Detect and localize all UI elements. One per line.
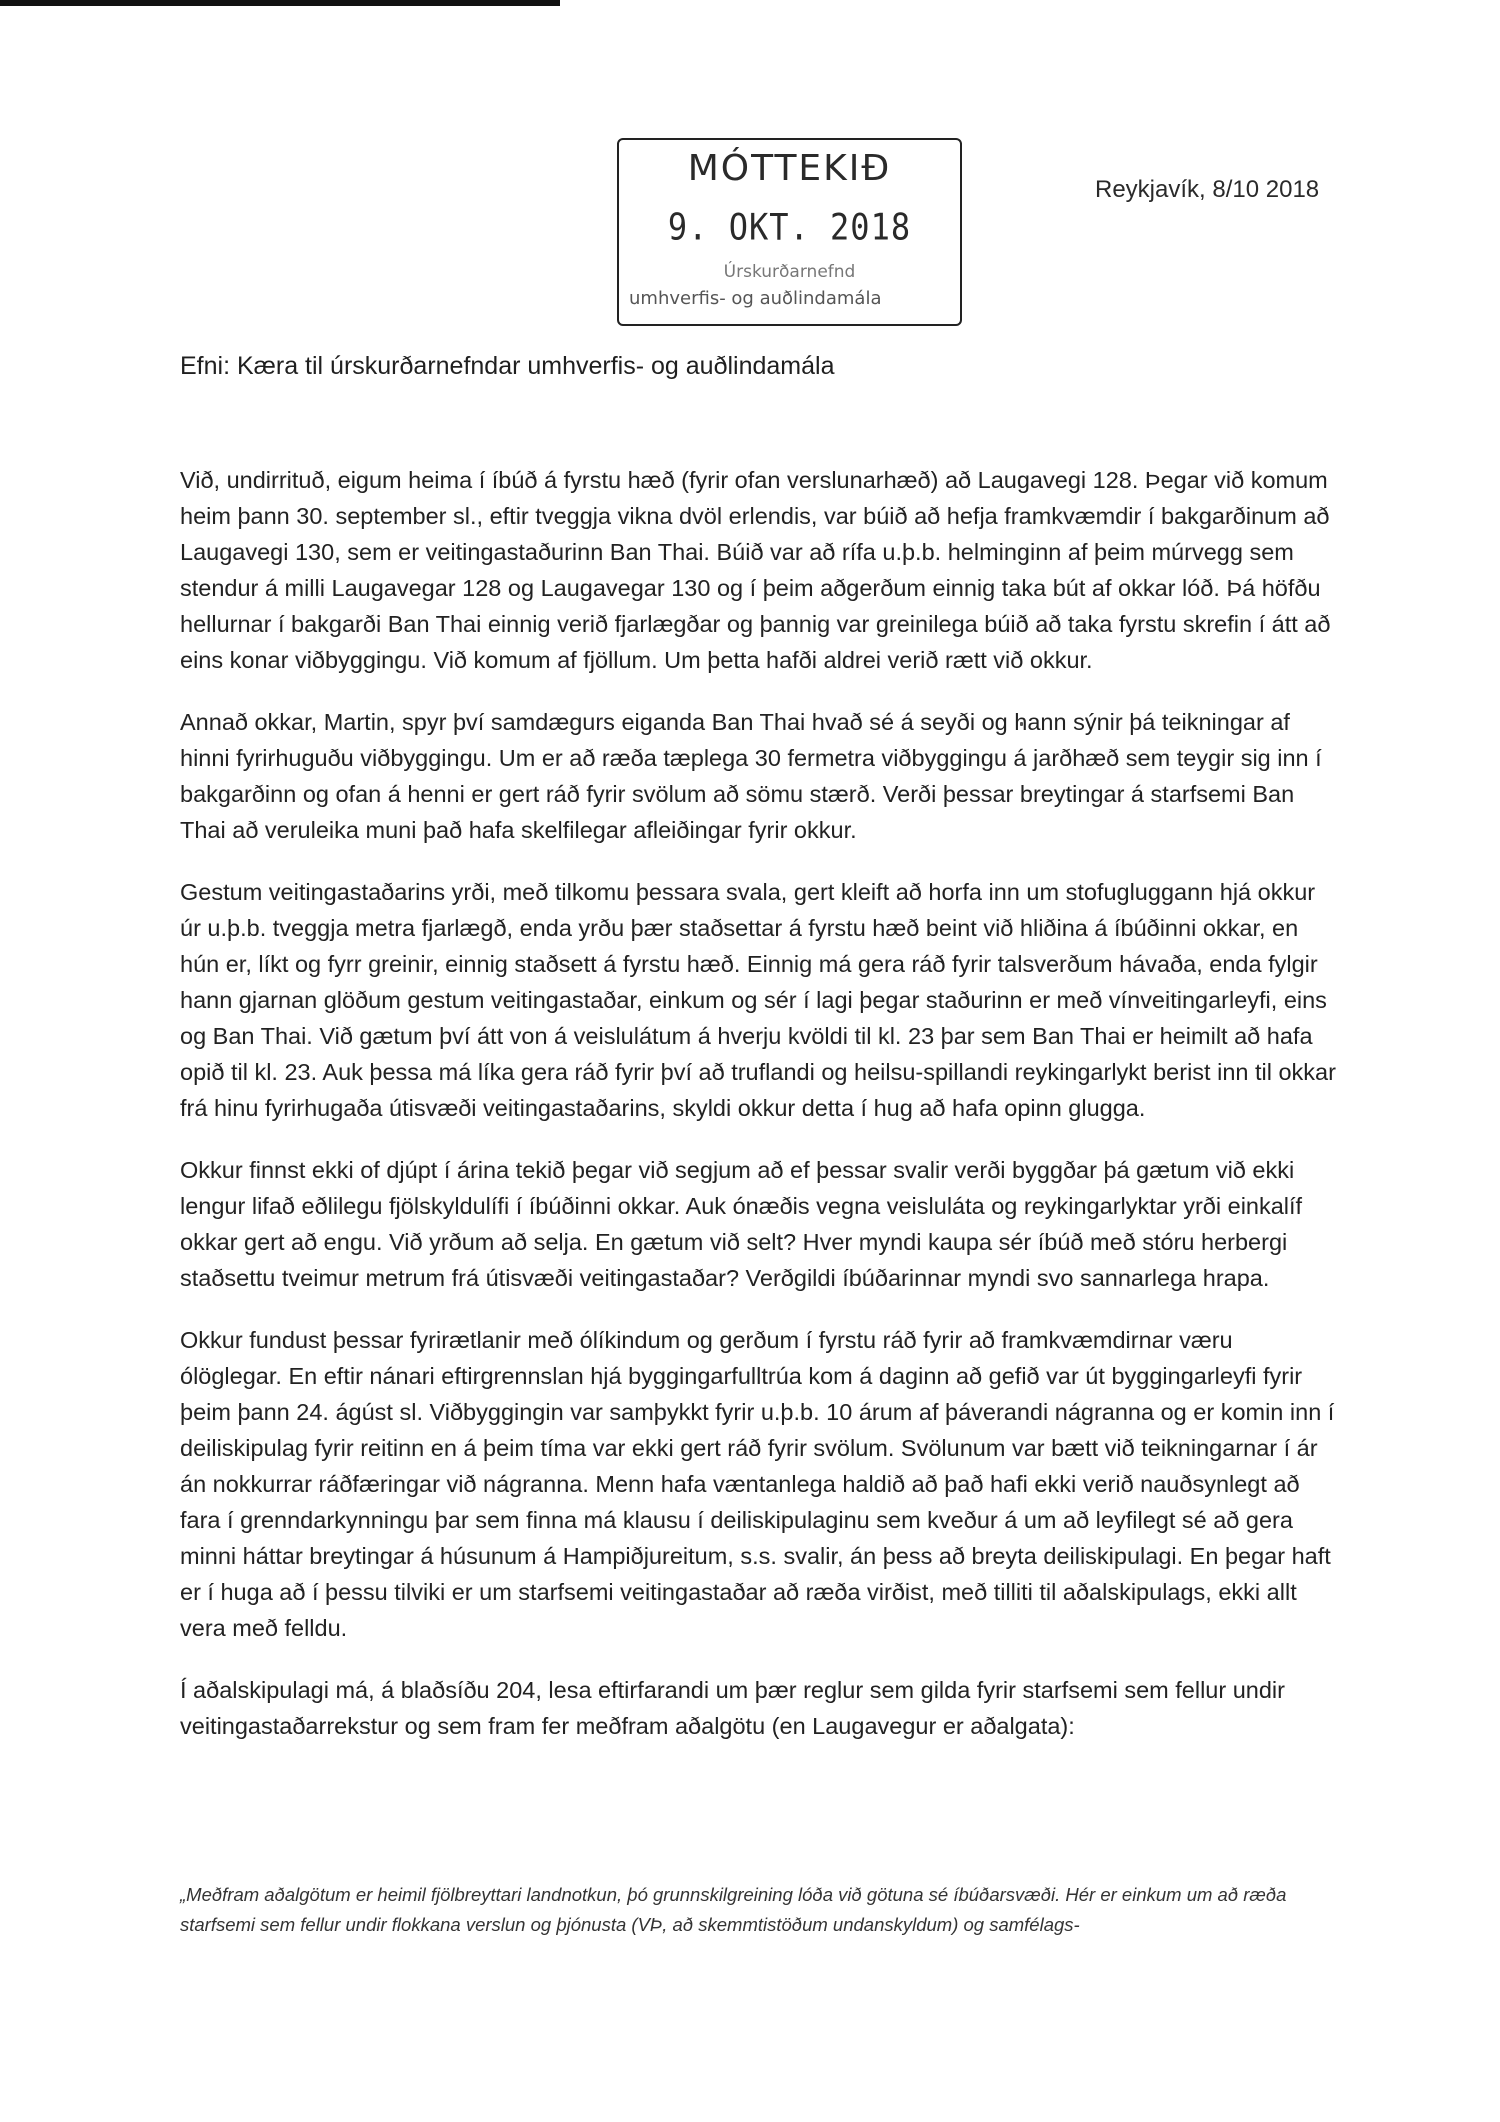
scan-edge-line: [0, 0, 560, 6]
paragraph: Okkur finnst ekki of djúpt í árina tekið þegar við segjum að ef þessar svalir verði byggðar þá gætum við ekki lengur lifað eðlilegu fjölskyldulífi í íbúðinni okkar. Auk ónæðis vegna veisluláta og reykingarlyktar yrði einkalíf okkar gert að engu. Við yrðum að selja. En gætum við selt? Hver myndi kaupa sér íbúð með stóru herbergi staðsettu tveimur metrum frá útisvæði veitingastaðar? Verðgildi íbúðarinnar myndi svo sannarlega hrapa.: [180, 1157, 1303, 1291]
paragraph: Okkur fundust þessar fyrirætlanir með ólíkindum og gerðum í fyrstu ráð fyrir að framkvæmdirnar væru ólöglegar. En eftir nánari eftirgrennslan hjá byggingarfulltrúa kom á daginn að gefið var út byggingarleyfi fyrir þeim þann 24. ágúst sl. Viðbyggingin var samþykkt fyrir u.þ.b. 10 árum af þáverandi nágranna og er komin inn í deiliskipulag fyrir reitinn en á þeim tíma var ekki gert ráð fyrir svölum. Svölunum var bætt við teikningarnar í ár án nokkurrar ráðfæringar við nágranna. Menn hafa væntanlega haldið að það hafi ekki verið nauðsynlegt að fara í grenndarkynningu þar sem finna má klausu í deiliskipulaginu sem kveður á um að leyfilegt sé að gera minni háttar breytingar á húsunum á Hampiðjureitum, s.s. svalir, án þess að breyta deiliskipulagi. En þegar haft er í huga að í þessu tilviki er um starfsemi veitingastaðar að ræða virðist, með tilliti til aðalskipulags, ekki allt vera með felldu.: [180, 1327, 1335, 1641]
paragraph: Í aðalskipulagi má, á blaðsíðu 204, lesa eftirfarandi um þær reglur sem gilda fyrir starfsemi sem fellur undir veitingastaðarrekstur og sem fram fer meðfram aðalgötu (en Laugavegur er aðalgata):: [180, 1677, 1285, 1739]
letter-body: [180, 462, 1340, 1770]
subject-line: Efni: Kæra til úrskurðarnefndar umhverfis- og auðlindamála: [180, 352, 835, 380]
stamp-line-2: umhverfis- og auðlindamála: [629, 288, 882, 309]
place-date: Reykjavík, 8/10 2018: [1095, 176, 1320, 203]
paragraph: Við, undirrituð, eigum heima í íbúð á fyrstu hæð (fyrir ofan verslunarhæð) að Laugavegi 128. Þegar við komum heim þann 30. september sl., eftir tveggja vikna dvöl erlendis, var búið að hefja framkvæmdir í bakgarðinum að Laugavegi 130, sem er veitingastaðurinn Ban Thai. Búið var að rífa u.þ.b. helminginn af þeim múrvegg sem stendur á milli Laugavegar 128 og Laugavegar 130 og í þeim aðgerðum einnig taka bút af okkar lóð. Þá höfðu hellurnar í bakgarði Ban Thai einnig verið fjarlægðar og þannig var greinilega búið að taka fyrstu skrefin í átt að eins konar viðbyggingu. Við komum af fjöllum. Um þetta hafði aldrei verið rætt við okkur.: [180, 467, 1331, 673]
paragraph: Gestum veitingastaðarins yrði, með tilkomu þessara svala, gert kleift að horfa inn um stofugluggann hjá okkur úr u.þ.b. tveggja metra fjarlægð, enda yrðu þær staðsettar á fyrstu hæð beint við hliðina á íbúðinni okkar, en hún er, líkt og fyrr greinir, einnig staðsett á fyrstu hæð. Einnig má gera ráð fyrir talsverðum hávaða, enda fylgir hann gjarnan glöðum gestum veitingastaðar, einkum og sér í lagi þegar staðurinn er með vínveitingarleyfi, eins og Ban Thai. Við gætum því átt von á veislulátum á hverju kvöldi til kl. 23 þar sem Ban Thai er heimilt að hafa opið til kl. 23. Auk þessa má líka gera ráð fyrir því að truflandi og heilsu-spillandi reykingarlykt berist inn til okkar frá hinu fyrirhugaða útisvæði veitingastaðarins, skyldi okkur detta í hug að hafa opinn glugga.: [180, 879, 1336, 1121]
paragraph: Annað okkar, Martin, spyr því samdægurs eiganda Ban Thai hvað sé á seyði og hann sýnir þá teikningar af hinni fyrirhuguðu viðbyggingu. Um er að ræða tæplega 30 fermetra viðbyggingu á jarðhæð sem teygir sig inn í bakgarðinn og ofan á henni er gert ráð fyrir svölum að sömu stærð. Verði þessar breytingar á starfsemi Ban Thai að veruleika muni það hafa skelfilegar afleiðingar fyrir okkur.: [180, 709, 1322, 843]
quoted-passage: „Meðfram aðalgötum er heimil fjölbreyttari landnotkun, þó grunnskilgreining lóða við götuna sé íbúðarsvæði. Hér er einkum um að ræða starfsemi sem fellur undir flokkana verslun og þjónusta (VÞ, að skemmtistöðum undanskyldum) og samfélags-: [180, 1884, 1287, 1935]
stamp-title: MÓTTEKIÐ: [687, 148, 892, 189]
received-stamp: [617, 138, 962, 326]
stamp-date: 9. OKT. 2018: [667, 205, 912, 249]
stamp-line-1: Úrskurðarnefnd: [723, 262, 856, 282]
